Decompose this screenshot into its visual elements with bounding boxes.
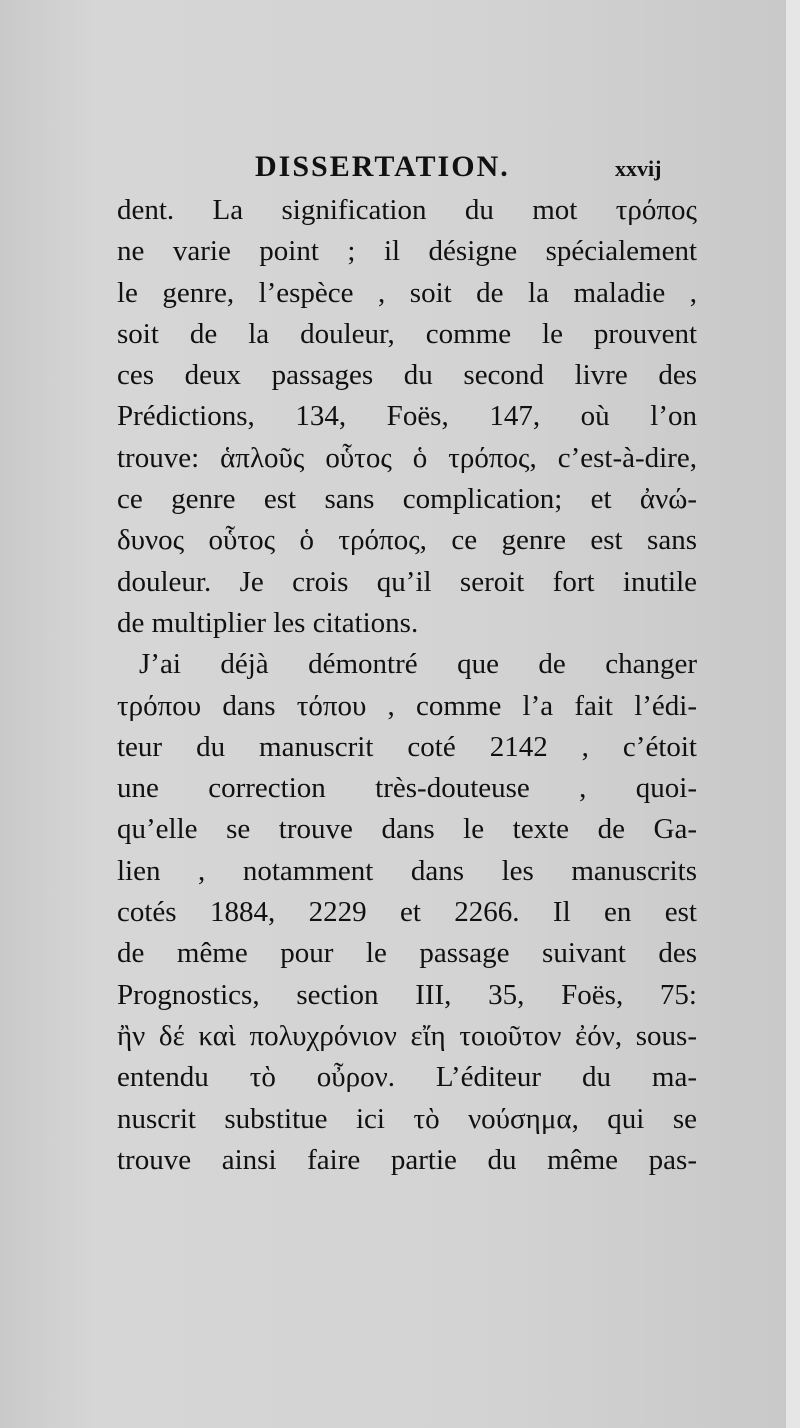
text-line: ces deux passages du second livre des [117,359,697,392]
text-line: de multiplier les citations. [117,606,419,639]
text-line: de même pour le passage suivant des [117,937,697,970]
text-line: dent. La signification du mot τρόπος [117,194,697,226]
text-line: le genre, l’espèce , soit de la maladie , [117,276,697,309]
body-text [117,190,697,1181]
text-line: douleur. Je crois qu’il seroit fort inutile [117,565,697,598]
text-line: soit de la douleur, comme le prouvent [117,317,697,350]
text-line: nuscrit substitue ici τὸ νούσημα, qui se [117,1102,697,1135]
text-line: ne varie point ; il désigne spécialement [117,235,697,268]
text-line: trouve: ἁπλοῦς οὗτος ὁ τρόπος, c’est-à-dire, [117,441,697,474]
text-line: entendu τὸ οὖρον. L’éditeur du ma- [117,1061,697,1094]
text-line: ἢν δέ καὶ πολυχρόνιον εἴη τοιοῦτον ἐόν, sous- [117,1019,697,1052]
page-edge [786,0,800,1428]
text-line: J’ai déjà démontré que de changer [139,648,697,681]
text-line: cotés 1884, 2229 et 2266. Il en est [117,896,697,929]
text-line: trouve ainsi faire partie du même pas- [117,1143,697,1176]
text-line: lien , notamment dans les manuscrits [117,854,697,887]
running-header [255,150,775,190]
page-number: xxvij [615,156,662,181]
text-line: δυνος οὗτος ὁ τρόπος, ce genre est sans [117,524,697,557]
text-line: τρόπου dans τόπου , comme l’a fait l’édi- [117,689,697,722]
text-line: qu’elle se trouve dans le texte de Ga- [117,813,697,846]
text-line: Prédictions, 134, Foës, 147, où l’on [117,400,697,433]
running-title: DISSERTATION. [255,150,510,183]
text-line: une correction très-douteuse , quoi- [117,772,697,805]
text-line: ce genre est sans complication; et ἀνώ- [117,483,697,516]
text-line: teur du manuscrit coté 2142 , c’étoit [117,730,697,763]
text-line: Prognostics, section III, 35, Foës, 75: [117,978,697,1011]
